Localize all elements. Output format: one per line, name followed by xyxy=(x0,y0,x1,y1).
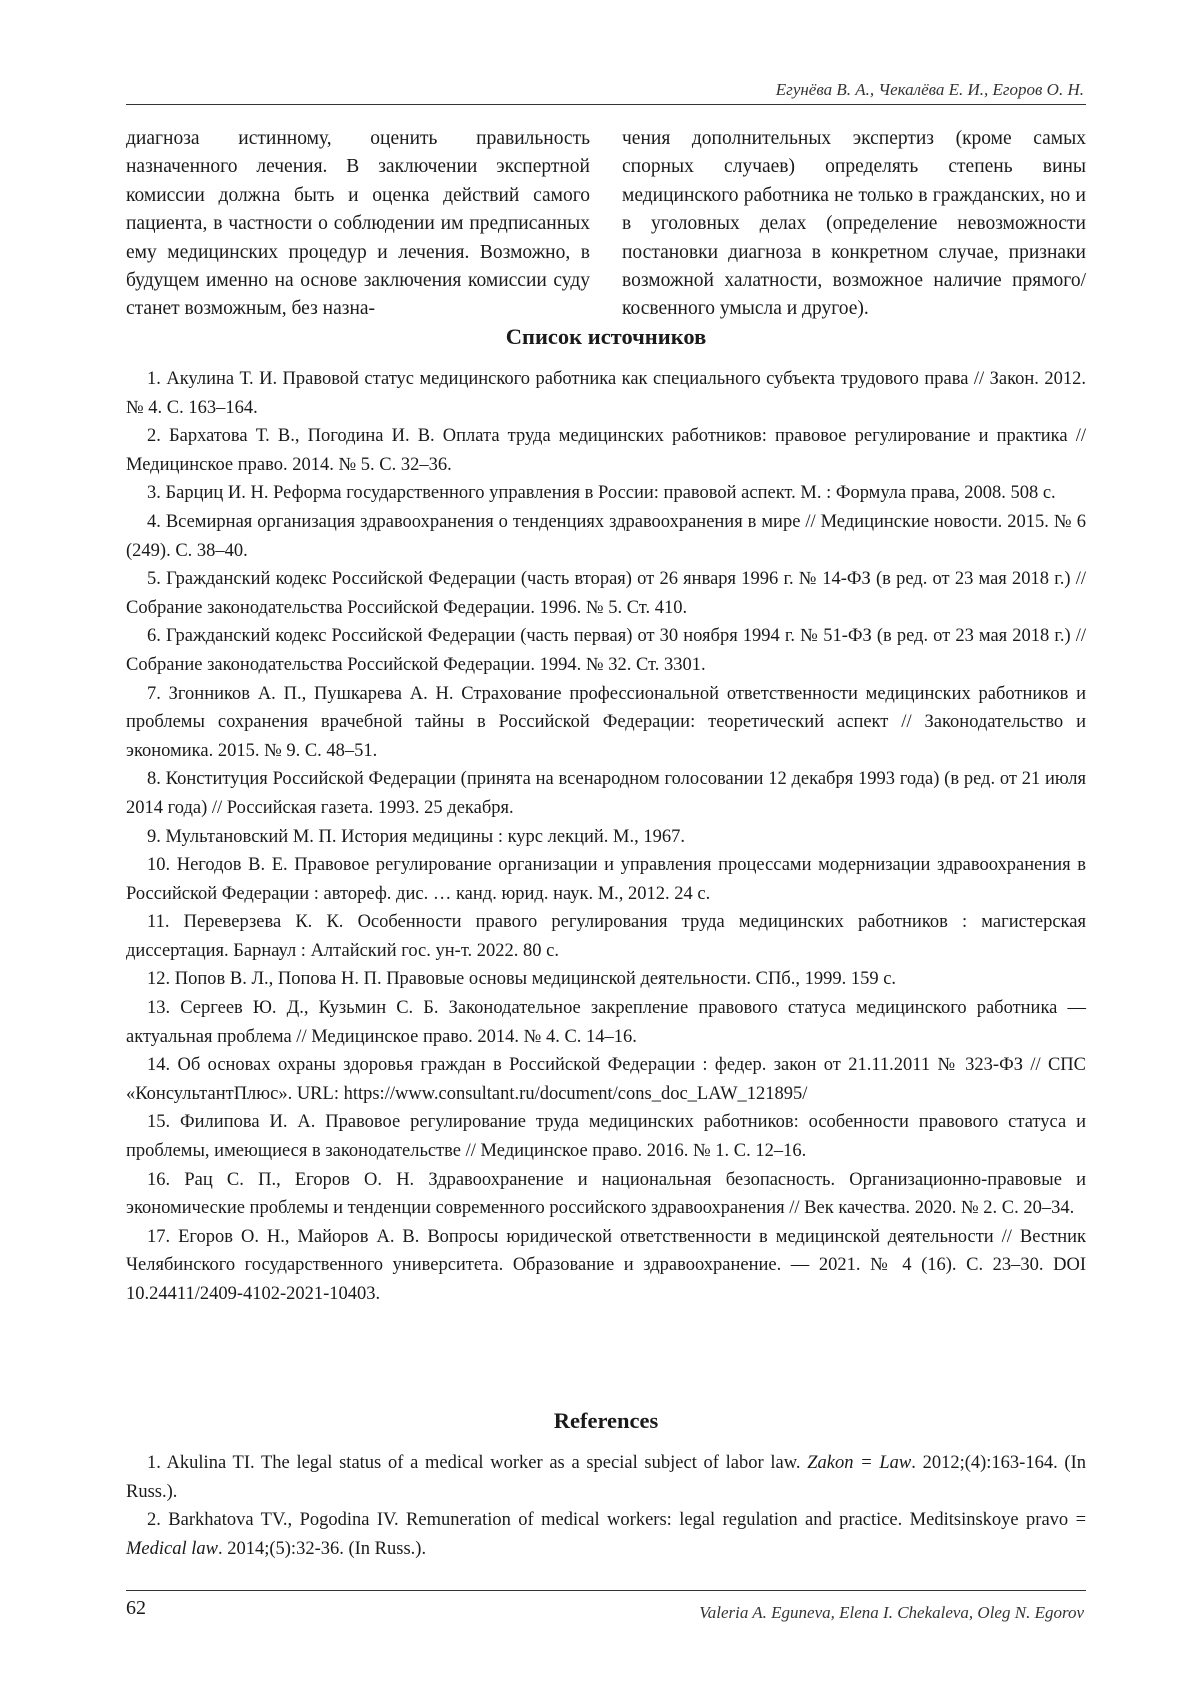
reference-journal: Medical law xyxy=(126,1538,218,1559)
running-header xyxy=(126,80,1086,105)
source-item: 4. Всемирная организация здравоохранения о тенденциях здравоохранения в мире // Медицинские новости. 2015. № 6 (249). С. 38–40. xyxy=(126,511,1086,561)
references-list xyxy=(126,1449,1086,1563)
footer-authors: Valeria A. Eguneva, Elena I. Chekaleva, Oleg N. Egorov xyxy=(699,1603,1084,1622)
page-footer xyxy=(126,1590,1086,1622)
source-item: 9. Мультановский М. П. История медицины : курс лекций. М., 1967. xyxy=(147,826,685,847)
source-item: 5. Гражданский кодекс Российской Федерации (часть вторая) от 26 января 1996 г. № 14-ФЗ (в ред. от 23 мая 2018 г.) // Собрание законодательства Российской Федерации. 1996. № 5. Ст. 410. xyxy=(126,569,1086,618)
reference-text: 1. Akulina TI. The legal status of a medical worker as a special subject of labor law. xyxy=(147,1453,808,1473)
source-item: 12. Попов В. Л., Попова Н. П. Правовые основы медицинской деятельности. СПб., 1999. 159 с. xyxy=(147,969,897,990)
reference-text: . 2014;(5):32-36. (In Russ.). xyxy=(217,1538,427,1559)
reference-text: 2. Barkhatova TV., Pogodina IV. Remuneration of medical workers: legal regulation and practice. Meditsinskoye pravo = xyxy=(147,1510,1086,1531)
sources-heading: Список источников xyxy=(505,324,707,349)
source-item: 15. Филипова И. А. Правовое регулирование труда медицинских работников: особенности правового статуса и проблемы, имеющиеся в законодательстве // Медицинское право. 2016. № 1. С. 12–16. xyxy=(126,1112,1086,1162)
source-item: 7. Згонников А. П., Пушкарева А. Н. Страхование профессиональной ответственности медицинских работников и проблемы сохранения врачебной тайны в Российской Федерации: теоретический аспект // Законодательство и экономика. 2015. № 9. С. 48–51. xyxy=(126,683,1086,761)
reference-journal: Zakon = Law xyxy=(807,1453,912,1473)
source-item: 3. Барциц И. Н. Реформа государственного управления в России: правовой аспект. М. : Формула права, 2008. 508 с. xyxy=(147,483,1056,504)
right-column xyxy=(622,125,1086,324)
right-column-text: чения дополнительных экспертиз (кроме самых спорных случаев) определять степень вины медицинского работника не только в гражданских, но и в уголовных делах (определение невозможности постановки диагноза в конкретном случае, признаки возможной халатности, возможное наличие прямого/косвенного умысла и другое). xyxy=(622,128,1086,320)
source-item: 14. Об основах охраны здоровья граждан в Российской Федерации : федер. закон от 21.11.2011 № 323-ФЗ // СПС «КонсультантПлюс». URL: https://www.consultant.ru/document/cons_doc_LAW_121895/ xyxy=(126,1055,1086,1104)
source-item: 10. Негодов В. Е. Правовое регулирование организации и управления процессами модернизации здравоохранения в Российской Федерации : автореф. дис. … канд. юрид. наук. М., 2012. 24 с. xyxy=(126,855,1086,904)
reference-item xyxy=(126,1506,1086,1563)
source-item: 2. Бархатова Т. В., Погодина И. В. Оплата труда медицинских работников: правовое регулирование и практика // Медицинское право. 2014. № 5. С. 32–36. xyxy=(126,426,1086,475)
source-item: 8. Конституция Российской Федерации (принята на всенародном голосовании 12 декабря 1993 года) (в ред. от 21 июля 2014 года) // Российская газета. 1993. 25 декабря. xyxy=(126,769,1086,818)
source-item: 16. Рац С. П., Егоров О. Н. Здравоохранение и национальная безопасность. Организационно-правовые и экономические проблемы и тенденции современного российского здравоохранения // Век качества. 2020. № 2. С. 20–34. xyxy=(126,1169,1086,1219)
sources-list xyxy=(126,365,1086,1309)
source-item: 11. Переверзева К. К. Особенности правого регулирования труда медицинских работников : магистерская диссертация. Барнаул : Алтайский гос. ун-т. 2022. 80 с. xyxy=(126,912,1086,961)
references-heading: References xyxy=(553,1408,659,1433)
source-item: 13. Сергеев Ю. Д., Кузьмин С. Б. Законодательное закрепление правового статуса медицинского работника — актуальная проблема // Медицинское право. 2014. № 4. С. 14–16. xyxy=(126,998,1086,1047)
header-authors: Егунёва В. А., Чекалёва Е. И., Егоров О. Н. xyxy=(775,80,1084,99)
source-item: 6. Гражданский кодекс Российской Федерации (часть первая) от 30 ноября 1994 г. № 51-ФЗ (в ред. от 23 мая 2018 г.) // Собрание законодательства Российской Федерации. 1994. № 32. Ст. 3301. xyxy=(126,626,1086,675)
reference-text: . 2012;(4):163-164. (In Russ.). xyxy=(126,1453,1086,1502)
left-column xyxy=(126,125,590,324)
left-column-text: диагноза истинному, оценить правильность назначенного лечения. В заключении экспертной комиссии должна быть и оценка действий самого пациента, в частности о соблюдении им предписанных ему медицинских процедур и лечения. Возможно, в будущем именно на основе заключения комиссии суду станет возможным, без назна- xyxy=(126,128,590,320)
source-item: 1. Акулина Т. И. Правовой статус медицинского работника как специального субъекта трудового права // Закон. 2012. № 4. С. 163–164. xyxy=(126,369,1086,418)
reference-item xyxy=(126,1449,1086,1506)
page-number: 62 xyxy=(126,1597,146,1619)
body-text-columns xyxy=(126,125,1086,324)
source-item: 17. Егоров О. Н., Майоров А. В. Вопросы юридической ответственности в медицинской деятельности // Вестник Челябинского государственного университета. Образование и здравоохранение. — 2021. № 4 (16). С. 23–30. DOI 10.24411/2409-4102-2021-10403. xyxy=(126,1226,1086,1304)
